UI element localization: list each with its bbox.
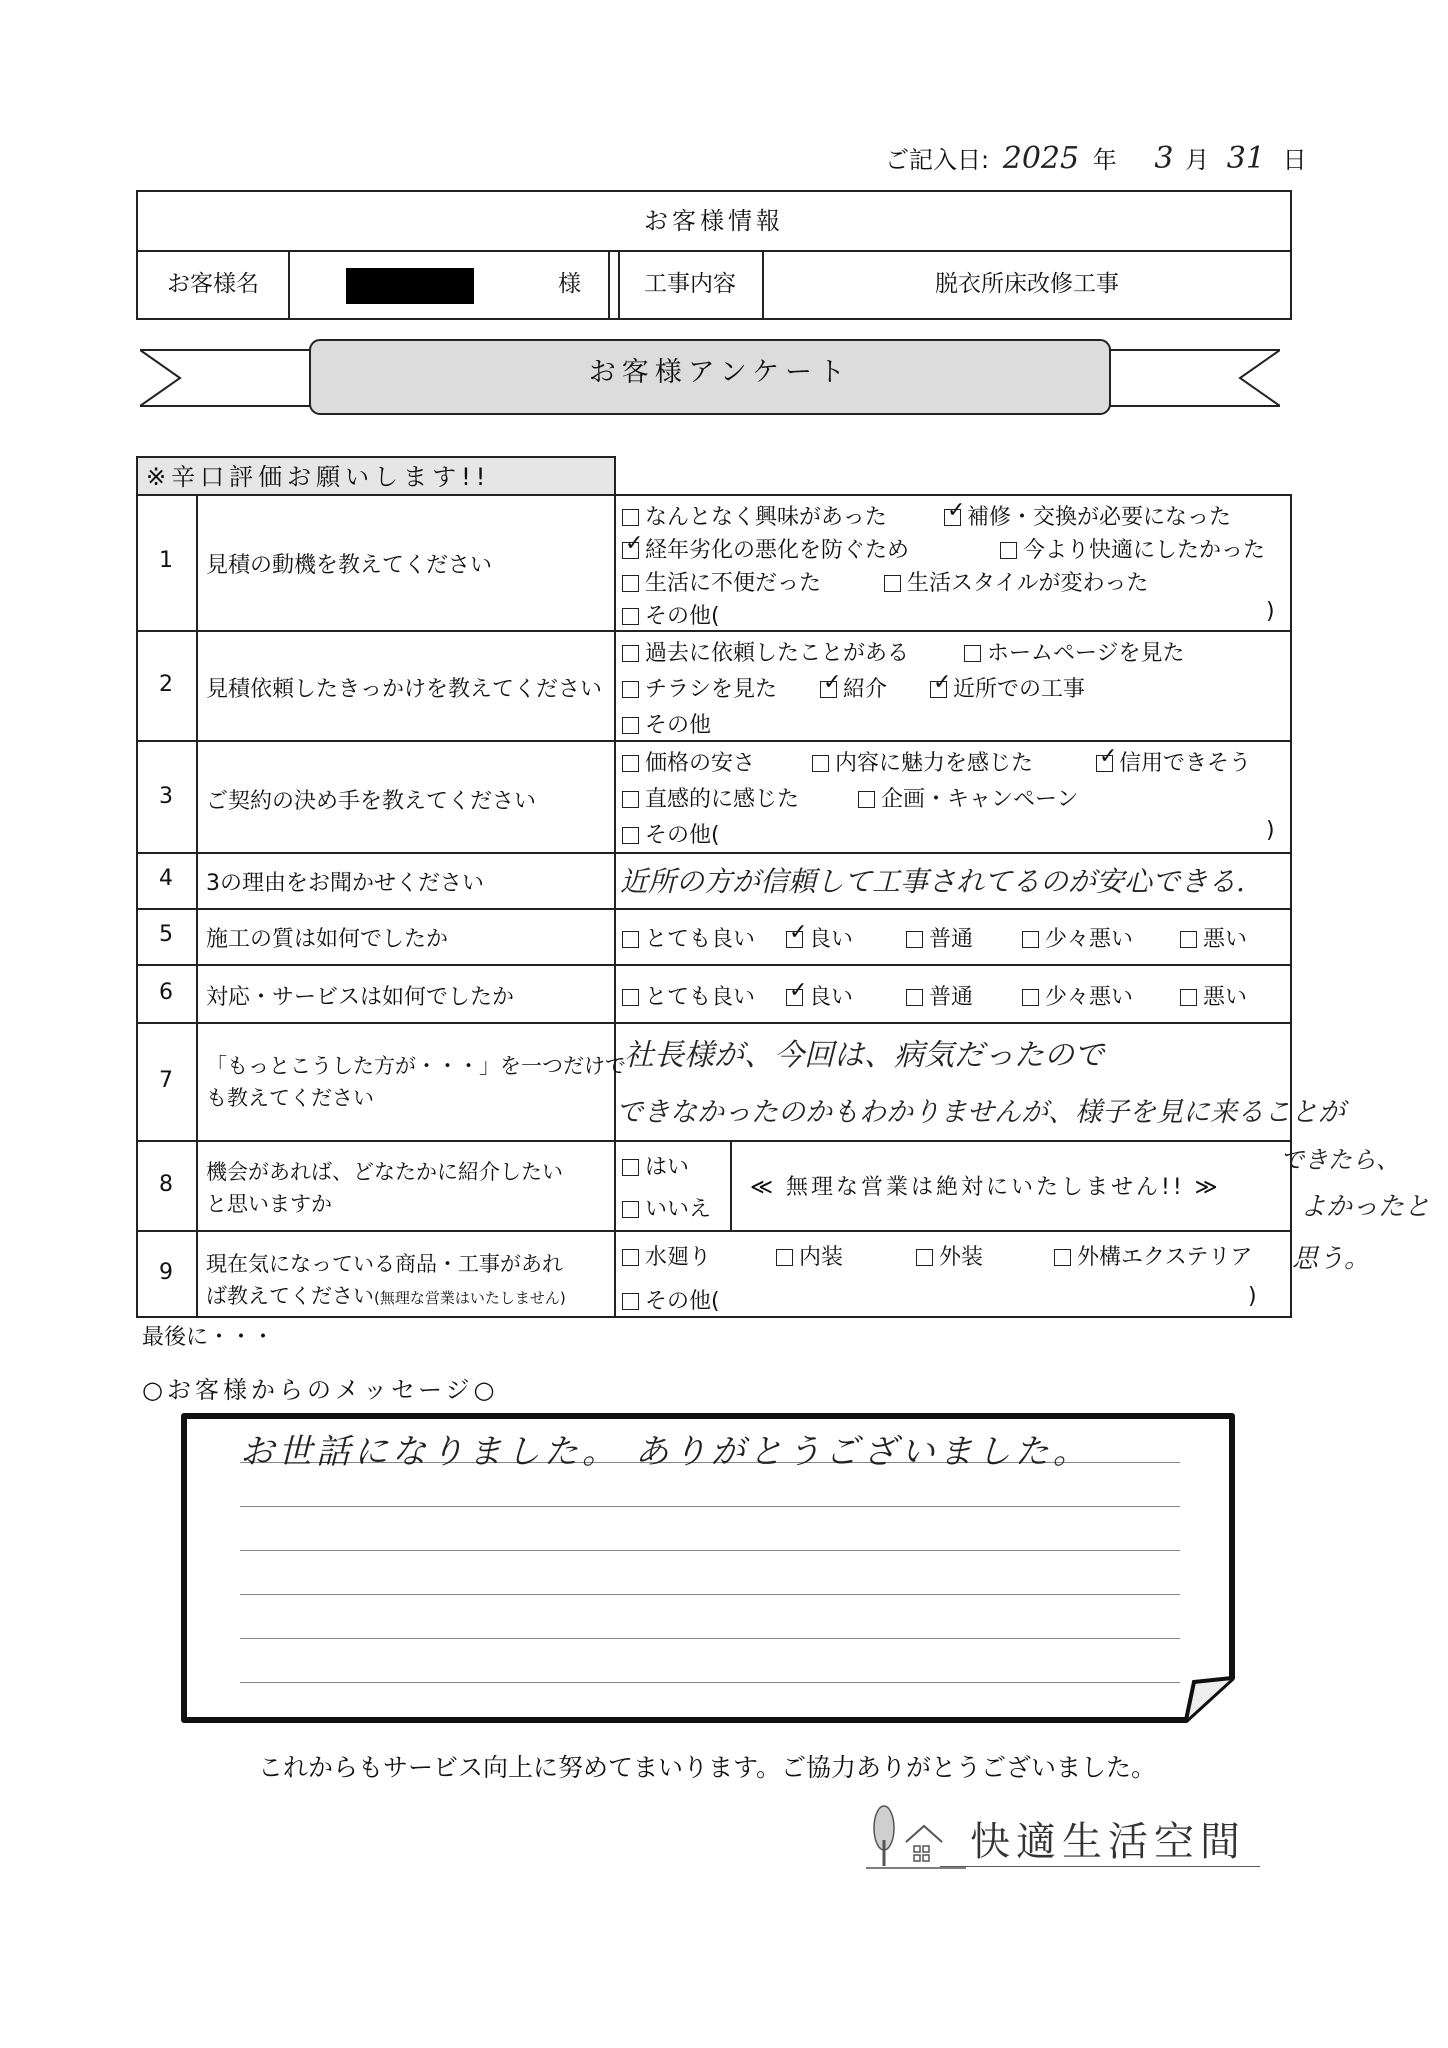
q4-text: 3の理由をお聞かせください <box>206 871 484 896</box>
q5-text: 施工の質は如何でしたか <box>206 927 449 952</box>
q9-option-5[interactable] <box>622 1284 720 1315</box>
q3-option-5[interactable] <box>858 782 1079 813</box>
col-divider-num <box>196 494 198 1318</box>
option-label: 過去に依頼したことがある <box>645 641 910 666</box>
q8-number: 8 <box>159 1172 173 1197</box>
row-divider <box>136 740 1292 742</box>
option-label: とても良い <box>645 927 756 952</box>
q1-close-paren: ) <box>1266 599 1275 624</box>
option-label: 良い <box>809 985 854 1010</box>
q1-option-3[interactable] <box>622 533 909 564</box>
q9-close-paren: ) <box>1248 1284 1257 1309</box>
q6-option-2[interactable] <box>786 980 853 1011</box>
q3-option-1[interactable] <box>622 746 755 777</box>
checkbox[interactable] <box>1054 1249 1071 1266</box>
year-value: 2025 <box>1002 141 1080 176</box>
customer-info-title: お客様情報 <box>138 192 1290 252</box>
option-label: その他 <box>645 713 712 738</box>
thanks-text: これからもサービス向上に努めてまいります。ご協力ありがとうございました。 <box>258 1753 1157 1782</box>
q1-option-4[interactable] <box>1000 533 1265 564</box>
q6-text: 対応・サービスは如何でしたか <box>206 985 515 1010</box>
checkbox-checked[interactable] <box>944 509 961 526</box>
option-label: なんとなく興味があった <box>645 505 887 530</box>
option-label: 良い <box>809 927 854 952</box>
option-label: とても良い <box>645 985 756 1010</box>
q2-number: 2 <box>159 672 173 697</box>
checkbox[interactable] <box>622 1159 639 1176</box>
q3-option-2[interactable] <box>812 746 1033 777</box>
q2-text: 見積依頼したきっかけを教えてください <box>206 677 603 702</box>
customer-name-label: お客様名 <box>138 250 290 318</box>
q5-option-2[interactable] <box>786 922 853 953</box>
q8-divider <box>730 1140 732 1230</box>
message-text: お世話になりました。 ありがとうございました。 <box>240 1432 1091 1472</box>
checkbox[interactable] <box>622 681 639 698</box>
option-label: その他( <box>645 604 720 629</box>
q1-option-2[interactable] <box>944 500 1231 531</box>
q5-option-5[interactable] <box>1180 922 1247 953</box>
checkbox[interactable] <box>776 1249 793 1266</box>
q9-option-2[interactable] <box>776 1240 843 1271</box>
q4-answer: 近所の方が信頼して工事されてるのが安心できる. <box>620 865 1245 898</box>
checkbox[interactable] <box>964 645 981 662</box>
row-divider <box>136 1230 1292 1232</box>
checkbox[interactable] <box>622 509 639 526</box>
q3-number: 3 <box>159 784 173 809</box>
survey-note: ※辛口評価お願いします!! <box>136 456 616 494</box>
customer-name-redaction <box>346 268 474 304</box>
q8-text-line2: と思いますか <box>206 1192 332 1216</box>
checkbox[interactable] <box>812 755 829 772</box>
option-label: 紹介 <box>843 677 888 702</box>
q3-option-6[interactable] <box>622 818 720 849</box>
checkbox-checked[interactable] <box>1096 755 1113 772</box>
option-label: 外装 <box>939 1245 984 1270</box>
q6-number: 6 <box>159 980 173 1005</box>
message-line <box>240 1506 1180 1507</box>
q4-number: 4 <box>159 866 173 891</box>
checkbox[interactable] <box>1022 931 1039 948</box>
checkbox[interactable] <box>622 755 639 772</box>
message-line <box>240 1638 1180 1639</box>
q6-option-1[interactable] <box>622 980 755 1011</box>
option-label: その他( <box>645 823 720 848</box>
message-line <box>240 1682 1180 1683</box>
month-value: 3 <box>1154 141 1174 176</box>
checkbox[interactable] <box>622 791 639 808</box>
q3-text: ご契約の決め手を教えてください <box>206 789 537 814</box>
q6-option-5[interactable] <box>1180 980 1247 1011</box>
option-label: 生活スタイルが変わった <box>907 571 1149 596</box>
q7-number: 7 <box>159 1068 173 1093</box>
checkbox-checked[interactable] <box>786 989 803 1006</box>
date-label: ご記入日: <box>885 146 990 174</box>
option-label: 内容に魅力を感じた <box>835 751 1034 776</box>
checkbox[interactable] <box>906 989 923 1006</box>
row-divider <box>136 630 1292 632</box>
q9-text-line1: 現在気になっている商品・工事があれ <box>206 1252 563 1276</box>
message-title: ○お客様からのメッセージ○ <box>142 1376 499 1404</box>
survey-title: お客様アンケート <box>588 357 852 388</box>
option-label: 近所での工事 <box>953 677 1086 702</box>
checkbox[interactable] <box>622 827 639 844</box>
checkbox-checked[interactable] <box>930 681 947 698</box>
checkbox[interactable] <box>622 1201 639 1218</box>
q3-close-paren: ) <box>1266 818 1275 843</box>
option-label: 経年劣化の悪化を防ぐため <box>645 538 910 563</box>
q8-option-yes[interactable] <box>622 1150 689 1181</box>
q9-text-line2-wrap <box>206 1280 566 1310</box>
day-label: 日 <box>1282 146 1307 174</box>
q1-option-7[interactable] <box>622 599 720 630</box>
q7-answer-line5: 思う。 <box>1292 1244 1371 1274</box>
option-label: はい <box>645 1155 690 1180</box>
customer-info-table <box>136 190 1292 320</box>
row-divider <box>136 964 1292 966</box>
col-divider-question <box>614 494 616 1318</box>
checkbox[interactable] <box>622 1293 639 1310</box>
q2-option-2[interactable] <box>964 636 1185 667</box>
q8-note: ≪ 無理な営業は絶対にいたしません!! ≫ <box>750 1175 1221 1200</box>
message-line <box>240 1594 1180 1595</box>
q7-answer-line2: できなかったのかもわかりませんが、様子を見に来ることが <box>616 1097 1345 1128</box>
brand-name: 快適生活空間 <box>970 1819 1246 1865</box>
option-label: 今より快適にしたかった <box>1023 538 1266 563</box>
q1-option-5[interactable] <box>622 566 821 597</box>
option-label: 外構エクステリア <box>1077 1245 1253 1270</box>
q9-option-4[interactable] <box>1054 1240 1252 1271</box>
option-label: いいえ <box>645 1197 712 1222</box>
option-label: 価格の安さ <box>645 751 756 776</box>
checkbox-checked[interactable] <box>820 681 837 698</box>
row-divider <box>136 1022 1292 1024</box>
brand-logo-icon <box>866 1800 966 1870</box>
option-label: 悪い <box>1203 927 1248 952</box>
option-label: 普通 <box>929 927 974 952</box>
q5-option-1[interactable] <box>622 922 755 953</box>
checkbox[interactable] <box>1000 542 1017 559</box>
q9-option-1[interactable] <box>622 1240 711 1271</box>
q6-option-3[interactable] <box>906 980 973 1011</box>
work-value: 脱衣所床改修工事 <box>935 271 1119 297</box>
q6-option-4[interactable] <box>1022 980 1133 1011</box>
checkbox[interactable] <box>916 1249 933 1266</box>
option-label: その他( <box>645 1289 720 1314</box>
checkbox[interactable] <box>1180 931 1197 948</box>
q9-number: 9 <box>159 1260 173 1285</box>
row-divider <box>136 908 1292 910</box>
checkbox[interactable] <box>1022 989 1039 1006</box>
q7-text-line1: 「もっとこうした方が・・・」を一つだけで <box>206 1054 626 1078</box>
q3-option-4[interactable] <box>622 782 799 813</box>
q1-number: 1 <box>159 548 173 573</box>
checkbox[interactable] <box>884 575 901 592</box>
q5-number: 5 <box>159 922 173 947</box>
option-label: チラシを見た <box>645 677 778 702</box>
q2-option-3[interactable] <box>622 672 777 703</box>
q7-answer-line4: よかったと <box>1300 1192 1431 1222</box>
option-label: 企画・キャンペーン <box>881 787 1079 812</box>
q8-option-no[interactable] <box>622 1192 711 1223</box>
option-label: ホームページを見た <box>987 641 1185 666</box>
q2-option-5[interactable] <box>930 672 1085 703</box>
checkbox[interactable] <box>1180 989 1197 1006</box>
option-label: 内装 <box>799 1245 844 1270</box>
checkbox[interactable] <box>858 791 875 808</box>
q9-option-3[interactable] <box>916 1240 983 1271</box>
q7-answer-line3: できたら、 <box>1280 1146 1400 1174</box>
day-value: 31 <box>1226 141 1265 176</box>
q3-option-3[interactable] <box>1096 746 1251 777</box>
q1-text: 見積の動機を教えてください <box>206 553 493 578</box>
q1-option-6[interactable] <box>884 566 1148 597</box>
q2-option-4[interactable] <box>820 672 887 703</box>
checkbox[interactable] <box>906 931 923 948</box>
q7-text-line2: も教えてください <box>206 1086 374 1110</box>
q9-text-line2: ば教えてください <box>206 1284 374 1308</box>
q2-option-1[interactable] <box>622 636 909 667</box>
q2-option-6[interactable] <box>622 708 711 739</box>
option-label: 信用できそう <box>1119 751 1252 776</box>
checkbox[interactable] <box>622 608 639 625</box>
checkbox-checked[interactable] <box>786 931 803 948</box>
q5-option-4[interactable] <box>1022 922 1133 953</box>
customer-honorific: 様 <box>558 271 581 297</box>
entry-date <box>885 140 1307 176</box>
month-label: 月 <box>1185 146 1210 174</box>
checkbox[interactable] <box>622 1249 639 1266</box>
option-label: 悪い <box>1203 985 1248 1010</box>
message-line <box>240 1550 1180 1551</box>
checkbox-checked[interactable] <box>622 542 639 559</box>
q7-answer-line1: 社長様が、今回は、病気だったので <box>624 1038 1104 1073</box>
q8-text-line1: 機会があれば、どなたかに紹介したい <box>206 1160 563 1184</box>
option-label: 水廻り <box>645 1245 712 1270</box>
work-label: 工事内容 <box>618 250 764 318</box>
year-label: 年 <box>1092 146 1117 174</box>
q1-option-1[interactable] <box>622 500 887 531</box>
checkbox[interactable] <box>622 645 639 662</box>
option-label: 少々悪い <box>1045 985 1134 1010</box>
row-divider <box>136 1140 1292 1142</box>
option-label: 普通 <box>929 985 974 1010</box>
row-divider <box>136 852 1292 854</box>
option-label: 補修・交換が必要になった <box>967 505 1232 530</box>
option-label: 少々悪い <box>1045 927 1134 952</box>
closing-lead: 最後に・・・ <box>142 1325 275 1350</box>
q5-option-3[interactable] <box>906 922 973 953</box>
checkbox[interactable] <box>622 931 639 948</box>
checkbox[interactable] <box>622 989 639 1006</box>
brand-underline <box>940 1866 1260 1867</box>
option-label: 生活に不便だった <box>645 571 822 596</box>
option-label: 直感的に感じた <box>645 787 800 812</box>
checkbox[interactable] <box>622 575 639 592</box>
checkbox[interactable] <box>622 717 639 734</box>
q9-text-small: (無理な営業はいたしません) <box>374 1289 566 1307</box>
